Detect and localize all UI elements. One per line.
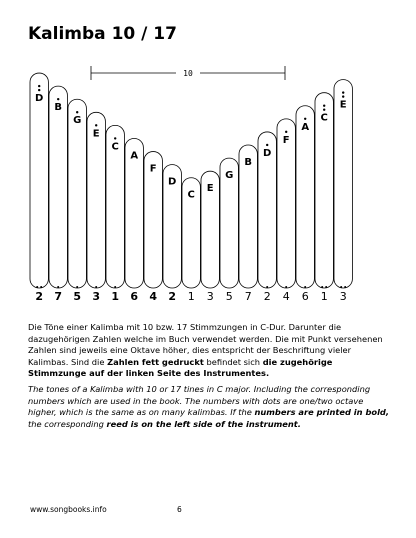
note-dot — [38, 85, 40, 87]
note-label: E — [92, 128, 100, 140]
number-row — [35, 286, 346, 303]
tines-group — [30, 73, 352, 288]
number-dot — [76, 286, 78, 288]
tine — [49, 86, 67, 288]
note-label: C — [320, 112, 328, 124]
note-dot — [323, 109, 325, 111]
page-title: Kalimba 10 / 17 — [28, 24, 177, 44]
note-label: G — [225, 170, 234, 182]
bracket-label: 10 — [183, 69, 193, 78]
note-dot — [57, 98, 59, 100]
note-dot — [304, 118, 306, 120]
number-dot — [57, 286, 59, 288]
tine-number: 4 — [149, 290, 158, 303]
tine-number: 1 — [111, 290, 120, 303]
number-dot — [36, 286, 38, 288]
note-dot — [38, 89, 40, 91]
tine-number: 3 — [339, 290, 347, 303]
bold-text: Zahlen fett gedruckt — [107, 356, 204, 367]
note-dot — [76, 111, 78, 113]
tine-number: 7 — [244, 290, 252, 303]
number-dot — [304, 286, 306, 288]
text-run: the corresponding — [28, 418, 107, 429]
number-dot — [285, 286, 287, 288]
number-dot — [340, 286, 342, 288]
tine-number: 1 — [320, 290, 328, 303]
note-label: B — [244, 157, 253, 169]
number-dot — [344, 286, 346, 288]
number-dot — [40, 286, 42, 288]
tine-number: 3 — [206, 290, 214, 303]
tine-number: 2 — [168, 290, 177, 303]
note-label: E — [206, 183, 214, 195]
note-dot — [285, 131, 287, 133]
tine-number: 6 — [130, 290, 139, 303]
tine-number: 2 — [35, 290, 44, 303]
tine — [296, 106, 314, 288]
note-dot — [342, 91, 344, 93]
description-german — [28, 322, 390, 380]
footer-url: www.songbooks.info — [30, 505, 107, 514]
note-label: B — [54, 102, 63, 114]
note-label: D — [168, 176, 177, 188]
note-label: C — [111, 141, 119, 153]
note-label: E — [339, 99, 347, 111]
tine — [30, 73, 48, 288]
number-dot — [266, 286, 268, 288]
tine — [334, 80, 352, 288]
tine-number: 5 — [225, 290, 233, 303]
number-dot — [325, 286, 327, 288]
note-label: D — [263, 147, 272, 159]
note-label: A — [301, 121, 310, 133]
bold-text: die zugehörige Stimmzunge auf der linken Seite des Instrumentes. — [28, 356, 333, 379]
note-dot — [266, 144, 268, 146]
number-dot — [321, 286, 323, 288]
text-run: Die Töne einer Kalimba mit 10 bzw. 17 Stimmzungen in C-Dur. Darunter die dazugehörigen Zahlen welche im Buch verwendet werden. Die mit Punkt versehenen Zahlen sind jeweils eine Oktave höher, dies entspricht der Beschriftung vieler Kalimbas. Sind die — [28, 322, 383, 367]
text-run: The tones of a Kalimba with 10 or 17 tines in C major. Including the corresponding numbers which are used in the book. The numbers with dots are one/two octave higher, which is the same as on many kalimbas. If the — [28, 384, 371, 418]
range-bracket — [91, 66, 285, 80]
bold-text: numbers are printed in bold, — [254, 407, 390, 418]
tine-number: 2 — [263, 290, 271, 303]
note-dot — [323, 105, 325, 107]
note-label: G — [73, 115, 82, 127]
text-run: befindet sich — [203, 356, 263, 367]
description-english — [28, 384, 390, 430]
tine-number: 6 — [301, 290, 309, 303]
number-dot — [95, 286, 97, 288]
note-label: D — [35, 93, 44, 105]
note-dot — [342, 95, 344, 97]
number-dot — [114, 286, 116, 288]
tine-number: 5 — [73, 290, 82, 303]
note-label: F — [282, 134, 290, 146]
note-dot — [95, 124, 97, 126]
bold-text: reed is on the left side of the instrument. — [106, 418, 301, 429]
note-label: A — [130, 150, 139, 162]
note-label: C — [187, 189, 195, 201]
tine-number: 4 — [282, 290, 290, 303]
tine-number: 3 — [92, 290, 101, 303]
tine-number: 1 — [187, 290, 195, 303]
note-label: F — [149, 163, 157, 175]
note-dot — [114, 137, 116, 139]
page-number: 6 — [177, 505, 182, 514]
tine-number: 7 — [54, 290, 63, 303]
tine — [68, 99, 86, 288]
